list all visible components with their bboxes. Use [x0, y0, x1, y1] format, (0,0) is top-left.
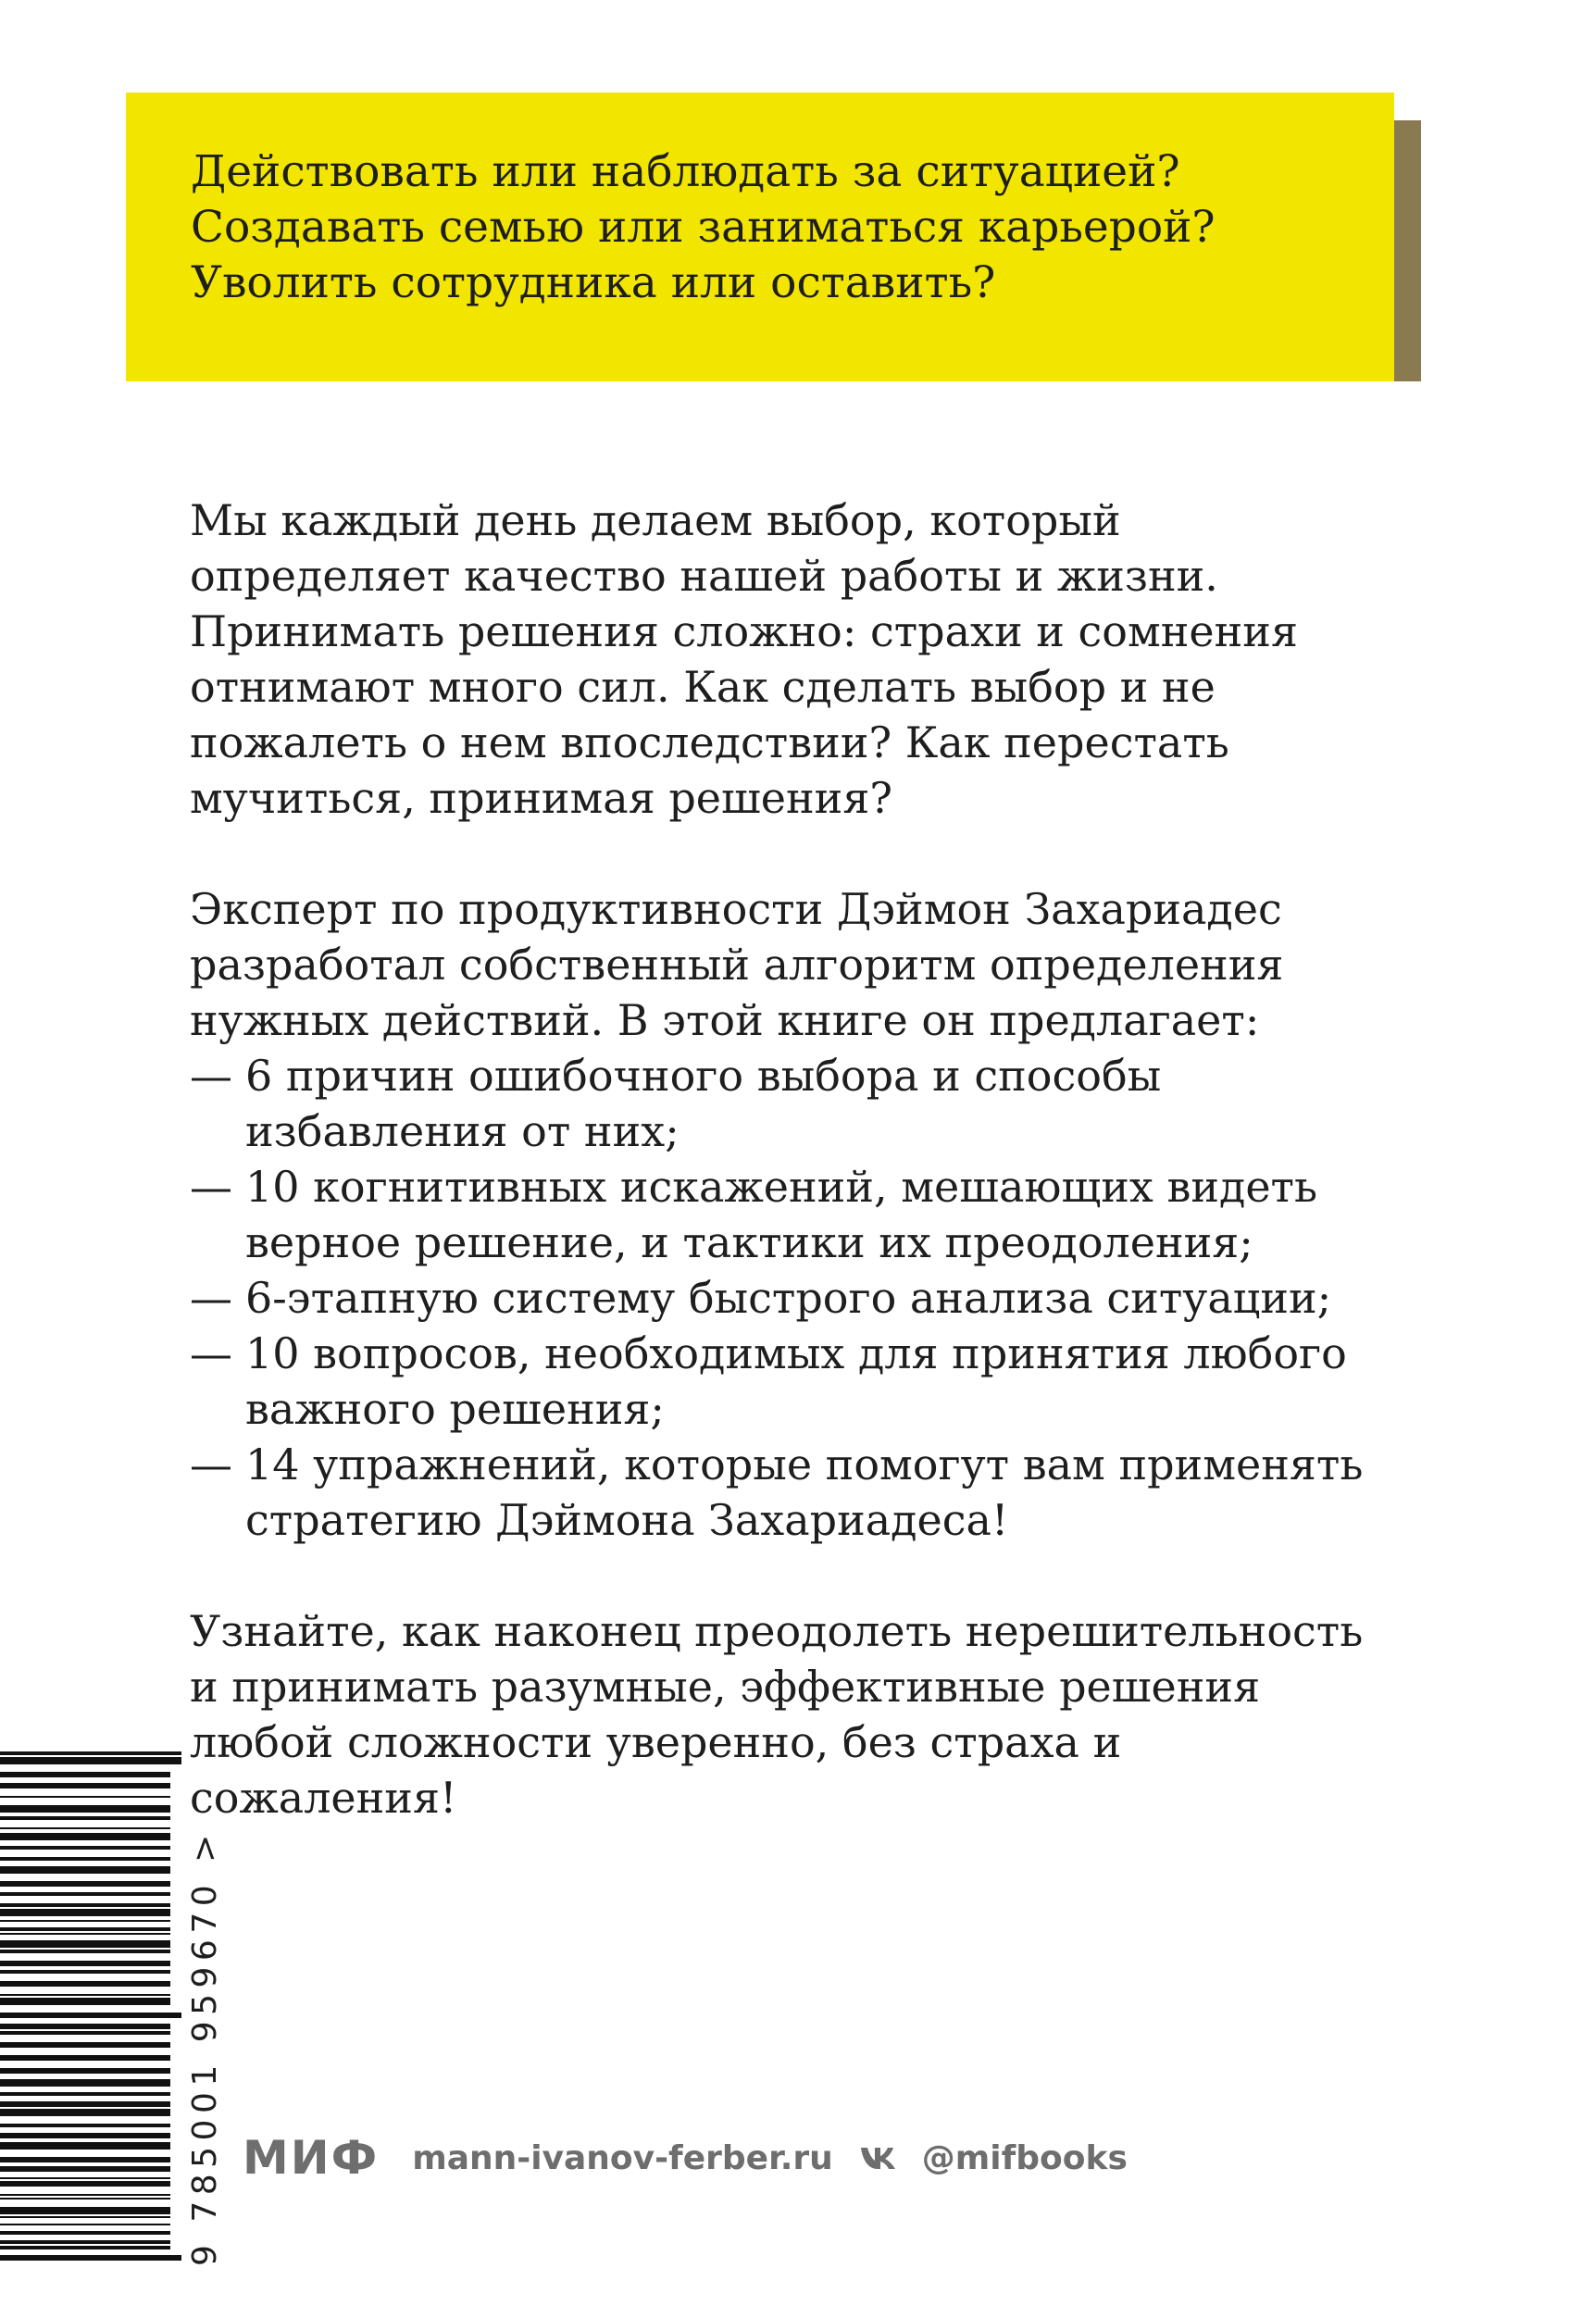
paragraph-line: Принимать решения сложно: страхи и сомнения — [190, 606, 1298, 656]
list-item — [190, 1326, 1421, 1437]
list-item-line: избавления от них; — [245, 1106, 680, 1156]
barcode-bar — [0, 2079, 170, 2087]
barcode-bar — [0, 2231, 170, 2235]
barcode-bar — [0, 2024, 170, 2029]
barcode-bar — [0, 1981, 170, 1987]
barcode-bar — [0, 1933, 170, 1935]
intro-paragraph — [190, 492, 1421, 826]
barcode-bar — [0, 1866, 170, 1874]
paragraph-line: Мы каждый день делаем выбор, который — [190, 495, 1121, 545]
publisher-logo: МИФ — [243, 2131, 380, 2185]
barcode-bar — [0, 2124, 170, 2127]
barcode-bar — [0, 2207, 170, 2214]
paragraph-line: отнимают много сил. Как сделать выбор и не — [190, 662, 1216, 712]
paragraph-line: и принимать разумные, эффективные решения — [190, 1662, 1261, 1712]
callout-box — [126, 93, 1394, 381]
list-item-line: стратегию Дэймона Захариадеса! — [245, 1495, 1009, 1545]
barcode-bar — [0, 1892, 170, 1896]
barcode-bar — [0, 1903, 170, 1907]
barcode-bar — [0, 2240, 170, 2244]
barcode-bar — [0, 2157, 170, 2162]
list-item — [190, 1437, 1421, 1548]
list-item-line: 6 причин ошибочного выбора и способы — [245, 1051, 1162, 1101]
callout-question-2: Создавать семью или заниматься карьерой? — [191, 202, 1216, 253]
barcode-bar — [0, 2246, 170, 2249]
list-dash: — — [190, 1328, 232, 1378]
barcode-bar — [0, 1940, 170, 1948]
social-handle: @mifbooks — [921, 2138, 1128, 2177]
barcode-bar — [0, 2042, 170, 2048]
barcode-bar — [0, 1816, 170, 1820]
barcode-bar — [0, 2224, 170, 2225]
paragraph-line: Узнайте, как наконец преодолеть нерешительность — [190, 1606, 1364, 1656]
barcode-bar — [0, 2055, 170, 2061]
barcode-bar — [0, 1757, 181, 1764]
paragraph-line: мучиться, принимая решения? — [190, 773, 893, 823]
barcode-bar — [0, 1751, 181, 1755]
barcode-bar — [0, 1783, 170, 1788]
list-item-line: верное решение, и тактики их преодоления; — [245, 1217, 1253, 1267]
barcode-bar — [0, 2194, 170, 2196]
list-item-line: 6-этапную систему быстрого анализа ситуации; — [245, 1273, 1332, 1323]
barcode-bar — [0, 1994, 170, 1996]
list-dash: — — [190, 1439, 232, 1489]
barcode-bar — [0, 2142, 170, 2150]
barcode-bar — [0, 2101, 170, 2107]
barcode-bar — [0, 1805, 170, 1813]
publisher-footer — [243, 2133, 1128, 2183]
list-dash: — — [190, 1162, 232, 1212]
barcode-bar — [0, 1796, 170, 1798]
paragraph-line: любой сложности уверенно, без страха и — [190, 1717, 1122, 1767]
barcode-bar — [0, 1998, 170, 2005]
barcode-bar — [0, 2109, 170, 2116]
list-item-line: 14 упражнений, которые помогут вам применять — [245, 1439, 1364, 1489]
barcode-bar — [0, 2216, 170, 2218]
barcode-bar — [0, 2177, 170, 2179]
callout-question-3: Уволить сотрудника или оставить? — [191, 257, 996, 308]
barcode-bar — [0, 2255, 181, 2261]
list-item — [190, 1159, 1421, 1270]
list-item-line: 10 когнитивных искажений, мешающих видеть — [245, 1162, 1318, 1212]
list-dash: — — [190, 1051, 232, 1101]
barcode-bar — [0, 2133, 170, 2138]
list-item-line: важного решения; — [245, 1384, 665, 1434]
barcode-bar — [0, 2031, 170, 2035]
barcode-bar — [0, 2166, 170, 2172]
barcode-bar — [0, 1970, 170, 1974]
barcode-bar — [0, 2092, 170, 2096]
barcode-bar — [0, 1857, 170, 1861]
barcode-bar — [0, 2068, 170, 2074]
barcode-bar — [0, 1833, 170, 1840]
paragraph-line: сожаления! — [190, 1773, 457, 1823]
barcode-bar — [0, 1909, 170, 1916]
barcode-bar — [0, 1920, 170, 1922]
isbn-barcode — [0, 1748, 181, 2266]
isbn-digits: 9 785001 959670 > — [186, 1828, 224, 2266]
list-item-line: 10 вопросов, необходимых для принятия любого — [245, 1328, 1347, 1378]
barcode-bar — [0, 2198, 170, 2200]
barcode-bar — [0, 1772, 170, 1777]
closing-paragraph — [190, 1603, 1421, 1826]
barcode-bar — [0, 1927, 170, 1931]
paragraph-line: разработал собственный алгоритм определения — [190, 940, 1284, 990]
isbn-number — [185, 1748, 226, 2266]
callout-question-1: Действовать или наблюдать за ситуацией? — [191, 146, 1180, 197]
barcode-bar — [0, 1827, 170, 1829]
barcode-bar — [0, 2013, 181, 2018]
paragraph-line: определяет качество нашей работы и жизни. — [190, 551, 1218, 601]
publisher-website: mann-ivanov-ferber.ru — [412, 2138, 833, 2177]
expert-paragraph — [190, 881, 1421, 1548]
barcode-bar — [0, 1846, 170, 1850]
paragraph-line: пожалеть о нем впоследствии? Как перестать — [190, 717, 1229, 767]
list-item — [190, 1048, 1421, 1159]
benefits-list — [190, 1048, 1421, 1548]
vk-icon — [859, 2145, 902, 2171]
list-item — [190, 1270, 1421, 1326]
paragraph-line: Эксперт по продуктивности Дэймон Захариадес — [190, 884, 1282, 934]
barcode-bar — [0, 1961, 170, 1966]
list-dash: — — [190, 1273, 232, 1323]
barcode-bar — [0, 1950, 170, 1953]
barcode-bar — [0, 2181, 170, 2187]
barcode-bar — [0, 1881, 170, 1887]
paragraph-line: нужных действий. В этой книге он предлагает: — [190, 995, 1260, 1045]
